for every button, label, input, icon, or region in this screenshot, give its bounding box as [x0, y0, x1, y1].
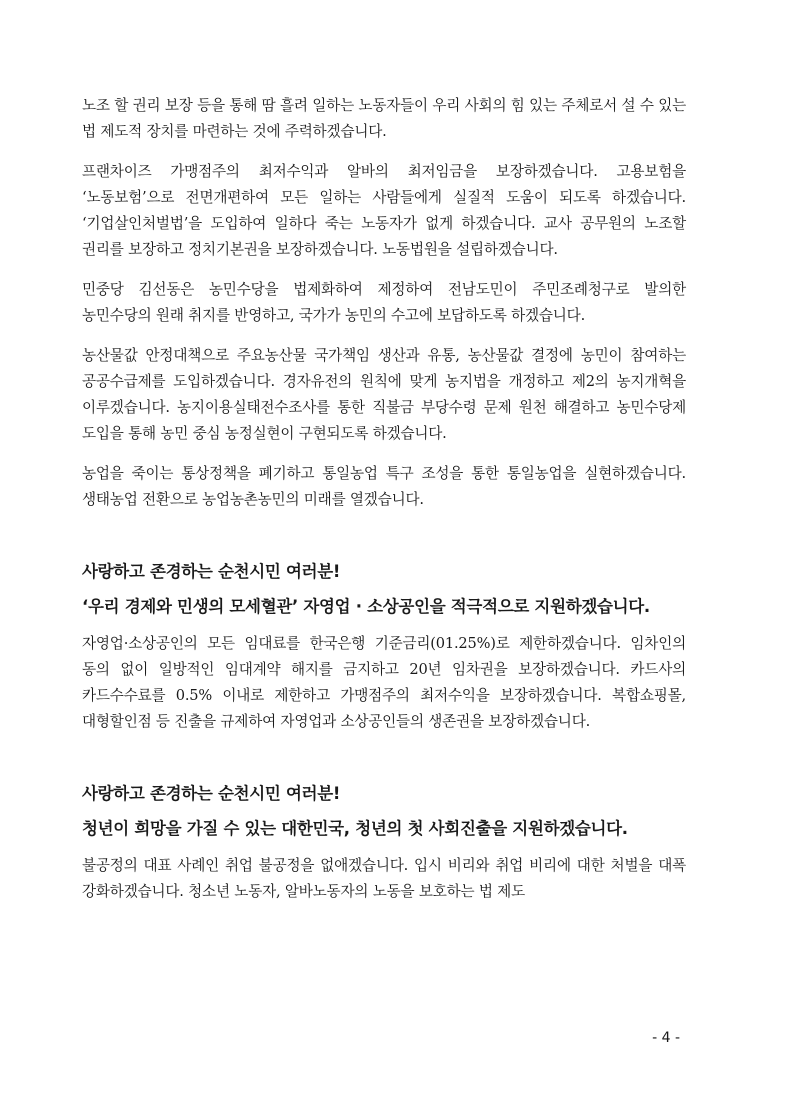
page-number: - 4 - [652, 1030, 680, 1046]
paragraph-unification-agri: 농업을 죽이는 통상정책을 폐기하고 통일농업 특구 조성을 통한 통일농업을 실현하겠습니다. 생태농업 전환으로 농업농촌농민의 미래를 열겠습니다. [82, 465, 686, 508]
paragraph-farmer-allowance: 민중당 김선동은 농민수당을 법제화하여 제정하여 전남도민이 주민조례청구로 발의한 농민수당의 원래 취지를 반영하고, 국가가 농민의 수고에 보답하도록 하겠습니다. [82, 281, 686, 324]
section-greeting: 사랑하고 존경하는 순천시민 여러분! [82, 562, 341, 581]
paragraph-agri-price: 농산물값 안정대책으로 주요농산물 국가책임 생산과 유통, 농산물값 결정에 농민이 참여하는 공공수급제를 도입하겠습니다. 경자유전의 원칙에 맞게 농지법을 개정하고 제2의 농지개혁을 이루겠습니다. 농지이용실태전수조사를 통한 직불금 부당수령 문제 원천 해결하고 농민수당제 도입을 통해 농민 중심 농정실현이 구현되도록 하겠습니다. [82, 347, 686, 442]
section-greeting: 사랑하고 존경하는 순천시민 여러분! [82, 784, 341, 803]
paragraph-labor-rights: 노조 할 권리 보장 등을 통해 땀 흘려 일하는 노동자들이 우리 사회의 힘 있는 주체로서 설 수 있는 법 제도적 장치를 마련하는 것에 주력하겠습니다. [82, 97, 686, 140]
section-headline: ‘우리 경제와 민생의 모세혈관’ 자영업 · 소상공인을 적극적으로 지원하겠습니다. [82, 597, 650, 616]
paragraph-small-business: 자영업·소상공인의 모든 임대료를 한국은행 기준금리(01.25%)로 제한하겠습니다. 임차인의 동의 없이 일방적인 임대계약 해지를 금지하고 20년 임차권을 보장하겠습니다. 카드사의 카드수수료를 0.5% 이내로 제한하고 가맹점주의 최저수익을 보장하겠습니다. 복합쇼핑몰, 대형할인점 등 진출을 규제하여 자영업과 소상공인들의 생존권을 보장하겠습니다. [82, 635, 686, 730]
paragraph-franchise-insurance: 프랜차이즈 가맹점주의 최저수익과 알바의 최저임금을 보장하겠습니다. 고용보험을 ‘노동보험’으로 전면개편하여 모든 일하는 사람들에게 실질적 도움이 되도록 하겠습니다. ‘기업살인처벌법’을 도입하여 일하다 죽는 노동자가 없게 하겠습니다. 교사 공무원의 노조할 권리를 보장하고 정치기본권을 보장하겠습니다. 노동법원을 설립하겠습니다. [82, 163, 686, 258]
page-content [82, 93, 686, 919]
section-headline: 청년이 희망을 가질 수 있는 대한민국, 청년의 첫 사회진출을 지원하겠습니다. [82, 819, 628, 838]
paragraph-youth: 불공정의 대표 사례인 취업 불공정을 없애겠습니다. 입시 비리와 취업 비리에 대한 처벌을 대폭 강화하겠습니다. 청소년 노동자, 알바노동자의 노동을 보호하는 법 제도 [82, 857, 686, 900]
